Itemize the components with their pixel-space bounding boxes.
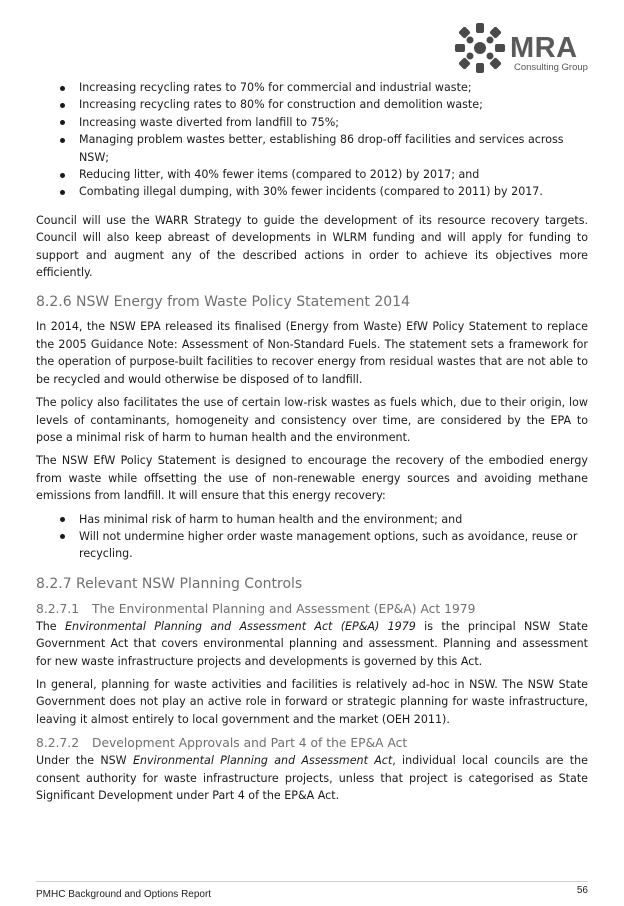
epa-act-paragraph-2: In general, planning for waste activities and facilities is relatively ad-hoc in NSW. The NSW State Government does not play an active role in forward or strategic planning for waste infrastructure, leaving it almost entirely to local government and the market (OEH 2011). xyxy=(36,677,588,726)
list-item: Increasing recycling rates to 70% for commercial and industrial waste; xyxy=(36,79,588,96)
strategy-target-list xyxy=(36,79,588,201)
subsection-heading-8-2-7-1 xyxy=(36,600,588,618)
page-number: 56 xyxy=(576,885,588,896)
list-item: Increasing waste diverted from landfill to 75%; xyxy=(36,114,588,131)
footer-divider xyxy=(36,881,588,882)
efw-criteria-list xyxy=(36,511,588,563)
list-item: Combating illegal dumping, with 30% fewer incidents (compared to 2011) by 2017. xyxy=(36,183,588,200)
efw-paragraph-2: The policy also facilitates the use of certain low-risk wastes as fuels which, due to their origin, low levels of contaminants, homogeneity and consistency over time, are considered by the EPA to pose a minimal risk of harm to human health and the environment. xyxy=(36,396,588,444)
logo-wordmark: MRA xyxy=(510,32,578,64)
mra-logo xyxy=(452,20,612,76)
section-title: Relevant NSW Planning Controls xyxy=(76,575,303,592)
efw-paragraph-1: In 2014, the NSW EPA released its finalised (Energy from Waste) EfW Policy Statement to replace the 2005 Guidance Note: Assessment of Non-Standard Fuels. The statement sets a framework for the operation of purpose-built facilities to recover energy from residual wastes that are not able to be recycled and would otherwise be disposed of to landfill. xyxy=(36,320,588,386)
approvals-paragraph: Under the NSW Environmental Planning and Assessment Act, individual local councils are the consent authority for waste infrastructure projects, unless that project is categorised as State Significant Development under Part 4 of the EP&A Act. xyxy=(36,754,588,802)
section-title: NSW Energy from Waste Policy Statement 2014 xyxy=(76,294,410,311)
subsection-title: The Environmental Planning and Assessment (EP&A) Act 1979 xyxy=(92,601,476,616)
mra-logo-mark-icon xyxy=(452,20,508,76)
section-heading-8-2-7 xyxy=(36,574,588,594)
act-title: Environmental Planning and Assessment Act xyxy=(132,754,393,768)
council-paragraph: Council will use the WARR Strategy to guide the development of its resource recovery targets. Council will also keep abreast of developments in WLRM funding and will apply for funding to support and augment any of the described actions in order to achieve its objectives more efficiently. xyxy=(36,213,588,280)
list-item: Will not undermine higher order waste management options, such as avoidance, reuse or recycling. xyxy=(36,528,588,563)
logo-subtitle: Consulting Group xyxy=(514,62,588,73)
act-title: Environmental Planning and Assessment Act (EP&A) 1979 xyxy=(64,619,416,633)
efw-paragraph-3: The NSW EfW Policy Statement is designed to encourage the recovery of the embodied energy from waste while offsetting the use of non-renewable energy sources and avoiding methane emissions from landfill. It will ensure that this energy recovery: xyxy=(36,454,588,503)
subsection-heading-8-2-7-2 xyxy=(36,734,588,752)
section-heading-8-2-6 xyxy=(36,292,588,312)
list-item: Has minimal risk of harm to human health and the environment; and xyxy=(36,511,588,528)
subsection-number: 8.2.7.2 xyxy=(36,736,80,751)
section-number: 8.2.6 xyxy=(36,294,72,311)
section-number: 8.2.7 xyxy=(36,575,72,592)
footer-report-title: PMHC Background and Options Report xyxy=(36,889,212,900)
epa-act-paragraph-1: The Environmental Planning and Assessment Act (EP&A) 1979 is the principal NSW State Government Act that covers environmental planning and assessment. Planning and assessment for new waste infrastructure projects and developments is governed by this Act. xyxy=(36,619,588,668)
list-item: Reducing litter, with 40% fewer items (compared to 2012) by 2017; and xyxy=(36,166,588,183)
main-content xyxy=(36,79,588,804)
list-item: Managing problem wastes better, establishing 86 drop-off facilities and services across NSW; xyxy=(36,131,588,166)
subsection-number: 8.2.7.1 xyxy=(36,601,80,616)
subsection-title: Development Approvals and Part 4 of the EP&A Act xyxy=(92,736,408,751)
list-item: Increasing recycling rates to 80% for construction and demolition waste; xyxy=(36,96,588,113)
